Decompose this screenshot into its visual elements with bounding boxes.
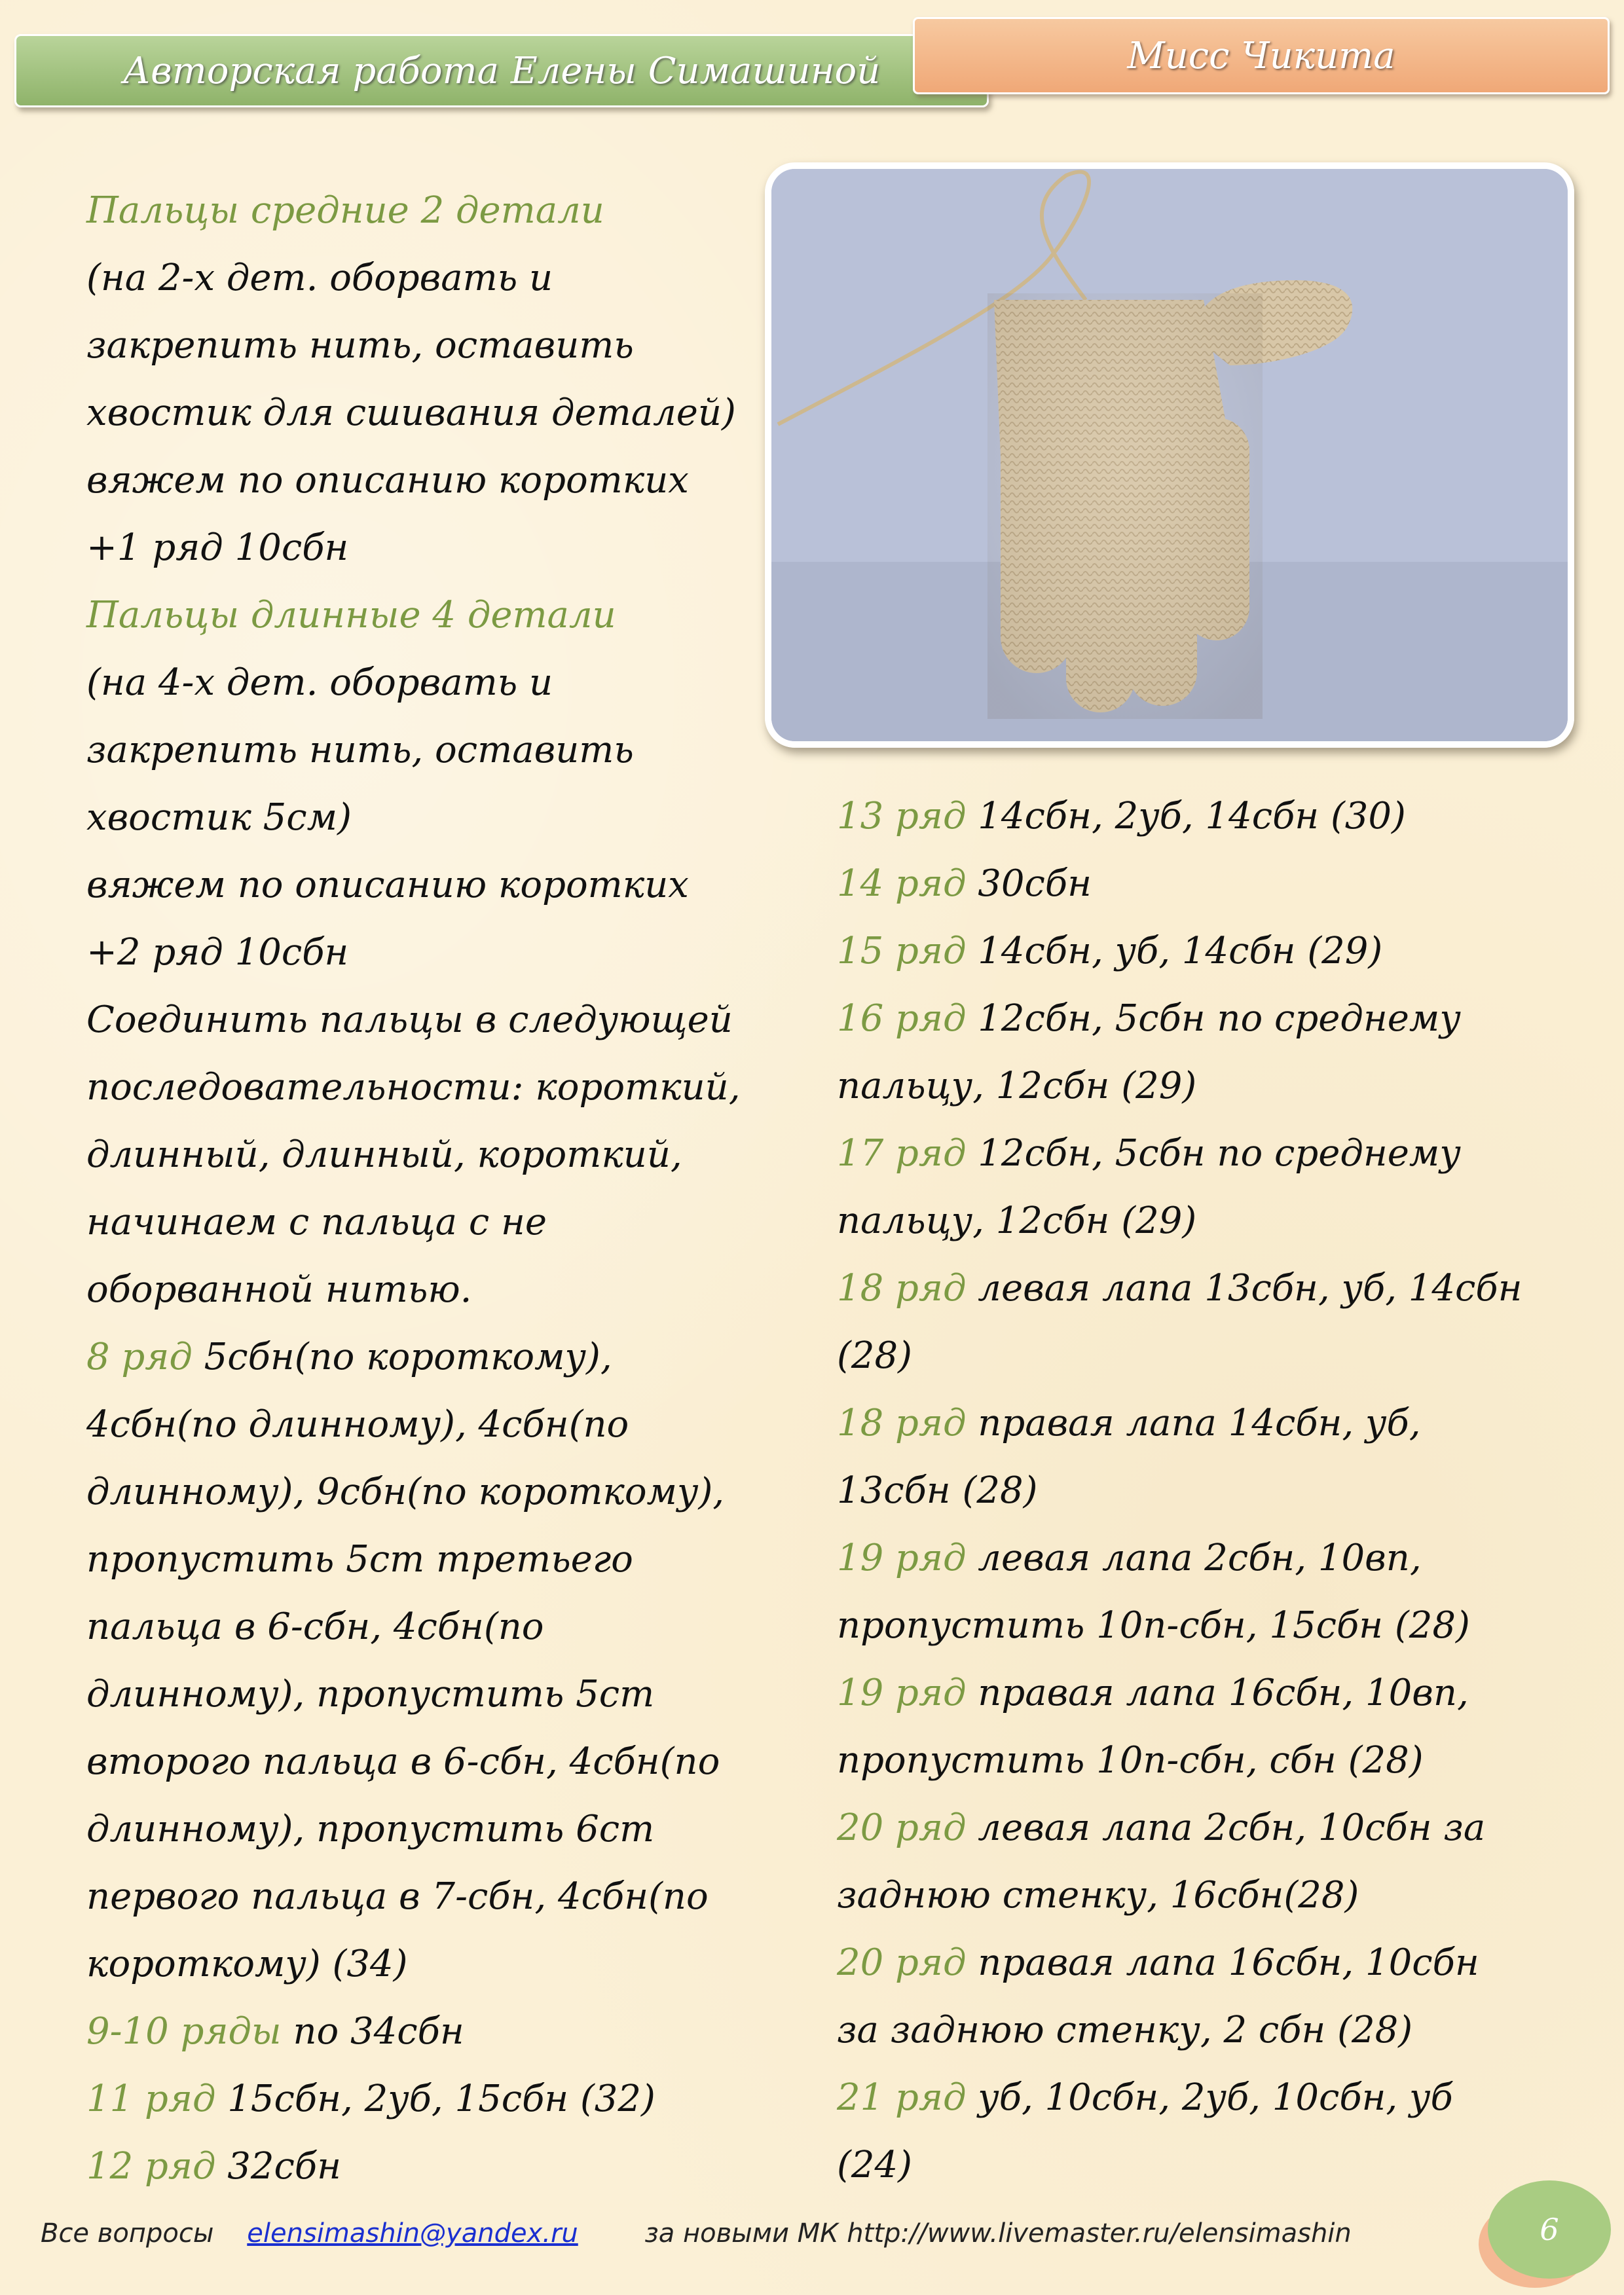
text-line: [86, 1998, 767, 2065]
instruction-text: 14сбн, 2уб, 14сбн (30): [978, 795, 1406, 837]
instruction-text: длинному), пропустить 5ст: [86, 1673, 655, 1716]
row-label: 17 ряд: [837, 1132, 978, 1175]
text-line: [86, 1188, 767, 1256]
page-number: 6: [1540, 2212, 1559, 2247]
text-line: [837, 1862, 1590, 1929]
instruction-text: 30сбн: [978, 862, 1092, 905]
instruction-text: пропустить 5ст третьего: [86, 1538, 633, 1581]
row-label: 21 ряд: [837, 2076, 978, 2119]
instruction-text: хвостик 5см): [86, 796, 352, 839]
instruction-text: пальцу, 12сбн (29): [837, 1065, 1197, 1107]
text-line: [837, 1727, 1590, 1794]
instruction-text: пальца в 6-сбн, 4сбн(по: [86, 1606, 544, 1648]
text-line: [837, 917, 1590, 985]
text-line: [837, 1187, 1590, 1255]
row-label: 8 ряд: [86, 1336, 204, 1378]
row-label: 16 ряд: [837, 997, 978, 1040]
page-number-badge: [1488, 2180, 1611, 2279]
row-label: 14 ряд: [837, 862, 978, 905]
instruction-text: короткому) (34): [86, 1943, 408, 1985]
footer-questions-label: Все вопросы: [41, 2218, 214, 2249]
text-line: [837, 1322, 1590, 1389]
row-label: 19 ряд: [837, 1672, 978, 1714]
text-line: [86, 581, 767, 649]
text-line: [86, 2133, 767, 2200]
text-line: [86, 514, 767, 581]
instruction-text: первого пальца в 7-сбн, 4сбн(по: [86, 1875, 709, 1918]
instruction-text: пальцу, 12сбн (29): [837, 1200, 1197, 1242]
instruction-text: 4сбн(по длинному), 4сбн(по: [86, 1403, 629, 1446]
instruction-text: правая лапа 16сбн, 10сбн: [978, 1941, 1479, 1984]
text-line: [86, 649, 767, 716]
instruction-text: правая лапа 14сбн, уб,: [978, 1402, 1421, 1444]
text-line: [837, 782, 1590, 850]
text-line: [86, 244, 767, 312]
text-line: [837, 1659, 1590, 1727]
row-label: 19 ряд: [837, 1537, 978, 1579]
instruction-text: (24): [837, 2144, 912, 2186]
text-line: [837, 1052, 1590, 1120]
row-label: 13 ряд: [837, 795, 978, 837]
text-line: [837, 850, 1590, 917]
instruction-text: +2 ряд 10сбн: [86, 931, 349, 974]
row-label: 15 ряд: [837, 930, 978, 972]
text-line: [837, 2064, 1590, 2131]
instruction-text: 32сбн: [227, 2145, 341, 2188]
row-label: 18 ряд: [837, 1267, 978, 1310]
row-label: 20 ряд: [837, 1941, 978, 1984]
instruction-text: вяжем по описанию коротких: [86, 459, 689, 502]
text-line: [837, 2131, 1590, 2199]
row-label: 18 ряд: [837, 1402, 978, 1444]
text-line: [86, 716, 767, 784]
text-line: [837, 985, 1590, 1052]
right-column: [837, 782, 1590, 2199]
instruction-text: последовательности: короткий,: [86, 1066, 741, 1109]
row-label: 12 ряд: [86, 2145, 228, 2188]
instruction-text: (на 4-х дет. оборвать и: [86, 661, 553, 704]
instruction-text: длинному), пропустить 6ст: [86, 1808, 655, 1850]
text-line: [86, 1526, 767, 1593]
text-line: [86, 1458, 767, 1526]
footer-email-link[interactable]: elensimashin@yandex.ru: [247, 2218, 578, 2249]
text-line: [86, 1863, 767, 1930]
footer-mk-label: за новыми МК: [644, 2218, 839, 2249]
instruction-text: длинному), 9сбн(по короткому),: [86, 1471, 725, 1513]
text-line: [86, 919, 767, 986]
text-line: [837, 1255, 1590, 1322]
crochet-hand-image: [771, 169, 1568, 741]
text-line: [86, 1121, 767, 1188]
footer: [41, 2218, 1481, 2258]
text-line: [86, 1323, 767, 1391]
footer-url[interactable]: http://www.livemaster.ru/elensimashin: [847, 2218, 1352, 2249]
instruction-text: 14сбн, уб, 14сбн (29): [978, 930, 1383, 972]
instruction-text: уб, 10сбн, 2уб, 10сбн, уб: [978, 2076, 1453, 2119]
text-line: [86, 986, 767, 1054]
crochet-hand-photo: [765, 162, 1574, 748]
text-line: [837, 1996, 1590, 2064]
instruction-text: второго пальца в 6-сбн, 4сбн(по: [86, 1740, 720, 1783]
instruction-text: за заднюю стенку, 2 сбн (28): [837, 2009, 1413, 2051]
text-line: [86, 447, 767, 514]
text-line: [86, 1795, 767, 1863]
text-line: [837, 1524, 1590, 1592]
instruction-text: (28): [837, 1334, 912, 1377]
text-line: [86, 312, 767, 379]
text-line: [86, 1054, 767, 1121]
instruction-text: закрепить нить, оставить: [86, 729, 634, 771]
instruction-text: закрепить нить, оставить: [86, 324, 634, 367]
instruction-text: начинаем с пальца с не: [86, 1201, 547, 1243]
text-line: [86, 177, 767, 244]
text-line: [86, 1593, 767, 1661]
text-line: [837, 1794, 1590, 1862]
page-title: Мисс Чикита: [1127, 34, 1395, 77]
text-line: [86, 784, 767, 851]
instruction-text: длинный, длинный, короткий,: [86, 1133, 682, 1176]
instruction-text: Соединить пальцы в следующей: [86, 999, 733, 1041]
text-line: [837, 1592, 1590, 1659]
row-label: 20 ряд: [837, 1807, 978, 1849]
text-line: [837, 1457, 1590, 1524]
author-banner: [14, 34, 989, 107]
instruction-text: 12сбн, 5сбн по среднему: [978, 1132, 1461, 1175]
text-line: [86, 379, 767, 447]
row-label: 11 ряд: [86, 2078, 228, 2120]
instruction-text: +1 ряд 10сбн: [86, 526, 349, 569]
author-title: Авторская работа Елены Симашиной: [122, 49, 881, 92]
text-line: [86, 1256, 767, 1323]
instruction-text: 12сбн, 5сбн по среднему: [978, 997, 1461, 1040]
instruction-text: левая лапа 2сбн, 10вп,: [978, 1537, 1422, 1579]
instruction-text: оборванной нитью.: [86, 1268, 472, 1311]
text-line: [86, 1661, 767, 1728]
instruction-text: хвостик для сшивания деталей): [86, 392, 736, 434]
row-label: 9-10 ряды: [86, 2010, 293, 2053]
instruction-text: (на 2-х дет. оборвать и: [86, 257, 553, 299]
text-line: [837, 1389, 1590, 1457]
instruction-text: правая лапа 16сбн, 10вп,: [978, 1672, 1469, 1714]
instruction-text: 13сбн (28): [837, 1469, 1038, 1512]
instruction-text: по 34сбн: [293, 2010, 464, 2053]
title-banner: [913, 17, 1610, 94]
text-line: [837, 1929, 1590, 1996]
text-line: [86, 1930, 767, 1998]
row-label: Пальцы средние 2 детали: [86, 189, 604, 232]
instruction-text: заднюю стенку, 16сбн(28): [837, 1874, 1359, 1917]
instruction-text: левая лапа 2сбн, 10сбн за: [978, 1807, 1486, 1849]
left-column: [86, 177, 767, 2200]
text-line: [86, 1728, 767, 1795]
text-line: [86, 1391, 767, 1458]
instruction-text: 5сбн(по короткому),: [204, 1336, 612, 1378]
instruction-text: левая лапа 13сбн, уб, 14сбн: [978, 1267, 1522, 1310]
text-line: [837, 1120, 1590, 1187]
instruction-text: пропустить 10п-сбн, 15сбн (28): [837, 1604, 1470, 1647]
instruction-text: 15сбн, 2уб, 15сбн (32): [227, 2078, 655, 2120]
text-line: [86, 2065, 767, 2133]
instruction-text: вяжем по описанию коротких: [86, 864, 689, 906]
instruction-text: пропустить 10п-сбн, сбн (28): [837, 1739, 1424, 1782]
row-label: Пальцы длинные 4 детали: [86, 594, 616, 636]
text-line: [86, 851, 767, 919]
